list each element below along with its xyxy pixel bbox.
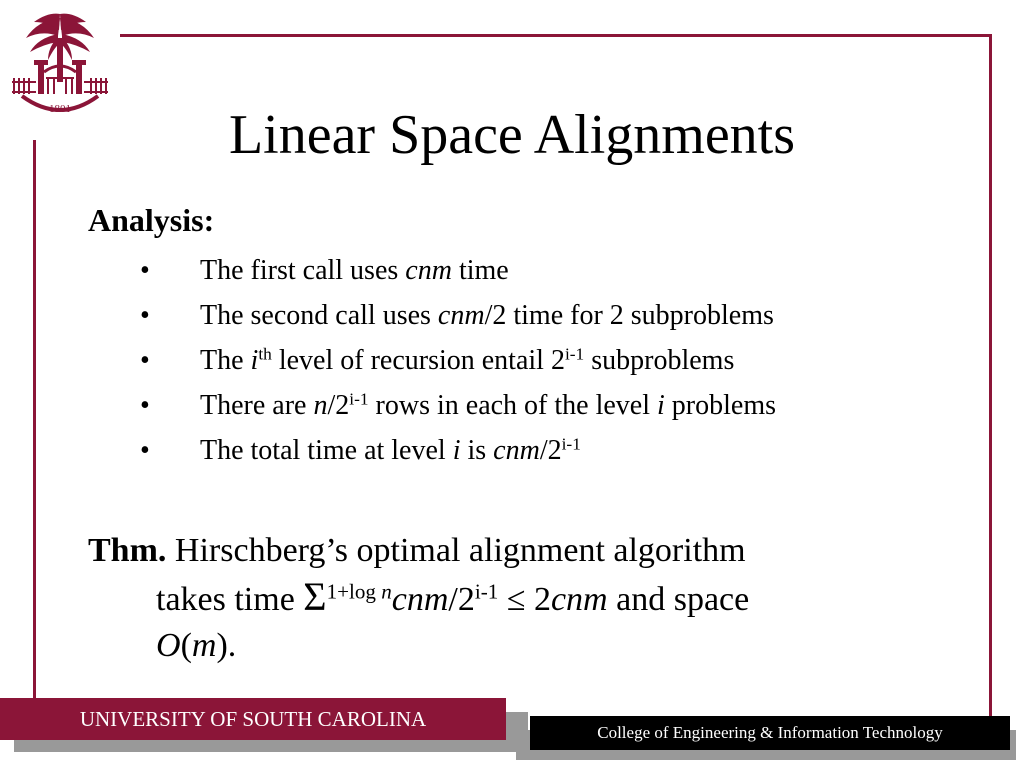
frame-top-border [120,34,992,37]
logo-year: 1801 [49,103,71,115]
analysis-heading: Analysis: [88,202,215,238]
theorem-line-1: Thm. Hirschberg’s optimal alignment algorithm [88,532,746,569]
theorem-line-2: takes time $\Sigma^{1+log n}cnm/2^{i-1} \le 2cnm$ and space [156,574,750,619]
frame-left-border [33,140,36,705]
bullet-marker: • [140,435,150,466]
theorem-label: Thm. [88,532,167,569]
bullet-text: The total time at level i is cnm/2$^{i-1}$ [200,434,581,466]
bullet-text: There are n/2$^{i-1}$ rows in each of the level i problems [200,389,776,421]
bullet-marker: • [140,345,150,376]
theorem-line-3: O(m). [156,627,237,664]
bullet-text: The second call uses cnm/2 time for 2 subproblems [200,300,774,331]
sigma-symbol: Σ [303,574,327,619]
footer-college-banner: College of Engineering & Information Technology [530,716,1010,750]
bullet-text: The $i^{th}$ level of recursion entail 2$^{i-1}$ subproblems [200,344,735,376]
theorem-block [88,528,968,669]
footer-university-banner: UNIVERSITY OF SOUTH CAROLINA [0,698,506,740]
bullet-text: The first call uses cnm time [200,255,509,286]
bullet-marker: • [140,390,150,421]
bullet-marker: • [140,255,150,286]
bullet-marker: • [140,300,150,331]
slide-title: Linear Space Alignments [228,104,796,166]
